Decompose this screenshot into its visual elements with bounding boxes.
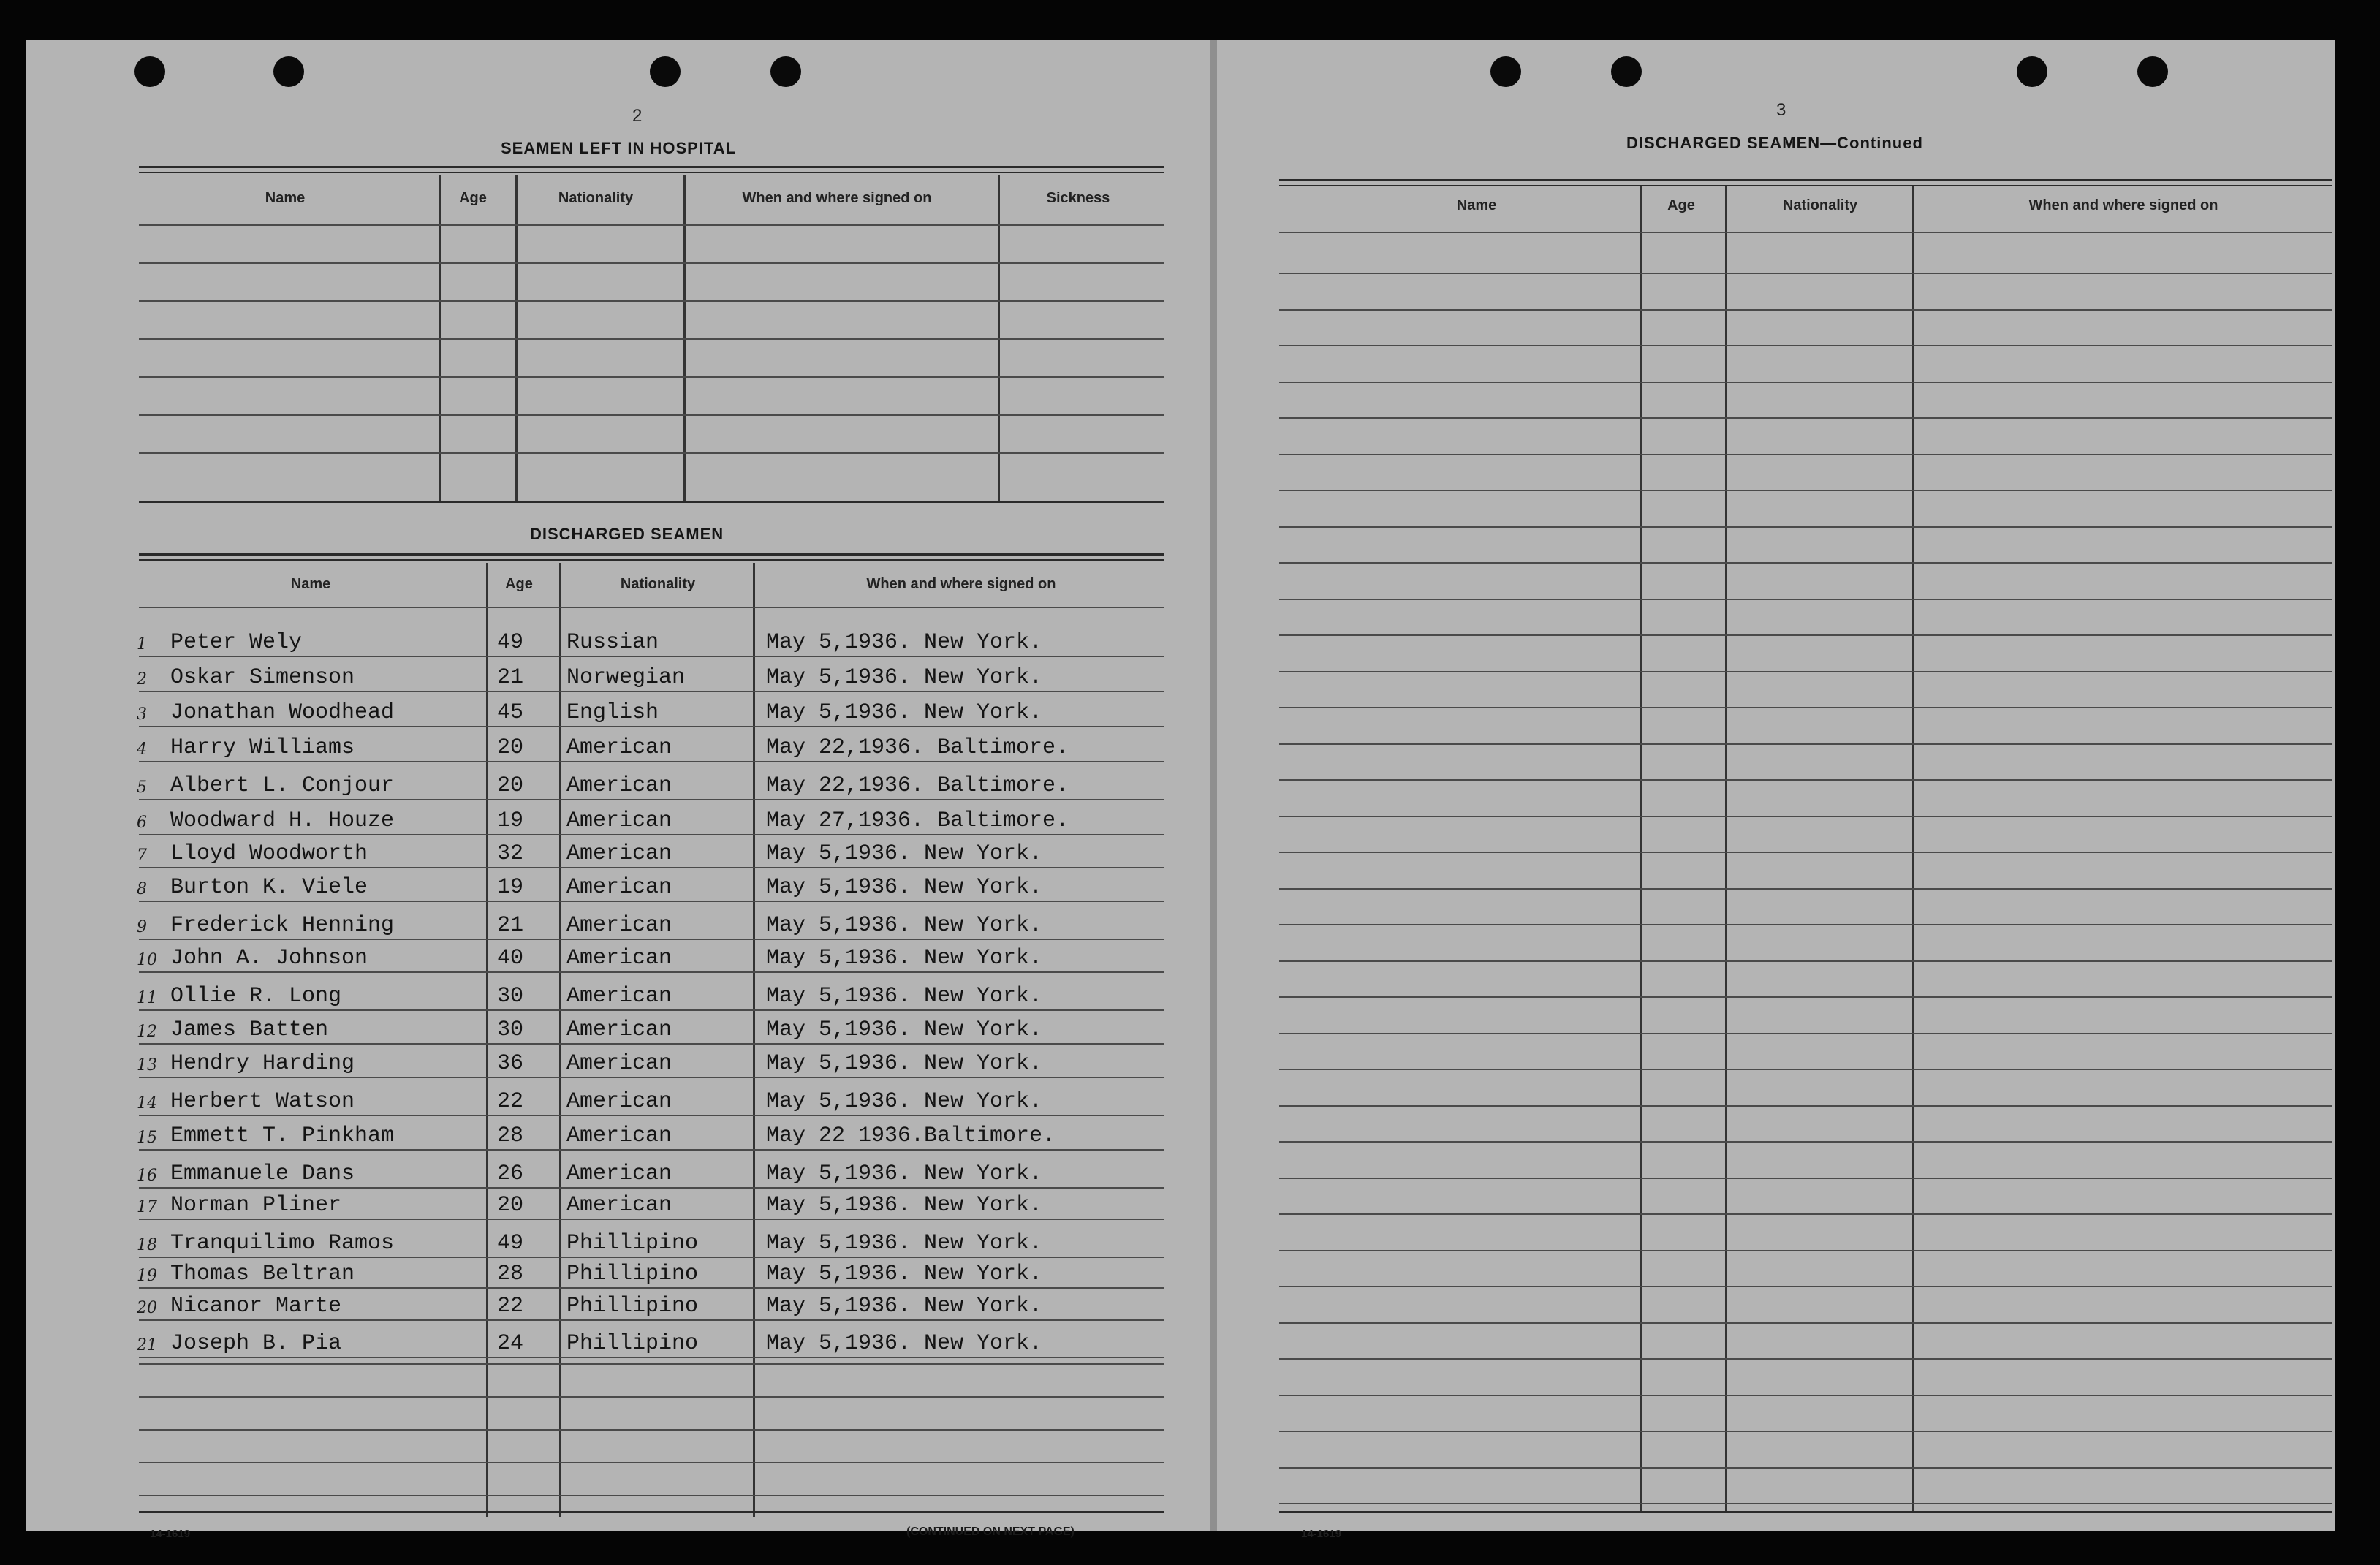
continued-bottom-rule	[1279, 1511, 2332, 1513]
punch-hole	[2017, 56, 2047, 87]
row-line	[139, 1115, 1164, 1116]
crew-age: 22	[497, 1089, 524, 1114]
punch-hole	[273, 56, 304, 87]
crew-name: Herbert Watson	[170, 1089, 355, 1114]
crew-name: Ollie R. Long	[170, 984, 342, 1009]
crew-age: 24	[497, 1331, 524, 1356]
continued-row-line	[1279, 1431, 2332, 1432]
discharged-col-header: When and where signed on	[866, 576, 1056, 592]
hospital-col-header: Sickness	[1046, 190, 1110, 206]
crew-signed-on: May 5,1936. New York.	[766, 875, 1043, 900]
crew-name: Oskar Simenson	[170, 665, 355, 690]
continued-row-line	[1279, 490, 2332, 491]
continued-row-line	[1279, 562, 2332, 564]
hospital-row-line	[139, 376, 1164, 378]
hospital-row-line	[139, 300, 1164, 302]
discharged-col-divider	[486, 563, 488, 1517]
continued-note: (CONTINUED ON NEXT PAGE)	[906, 1526, 1075, 1538]
row-number: 11	[137, 989, 157, 1007]
crew-age: 49	[497, 630, 524, 655]
crew-age: 19	[497, 808, 524, 833]
discharged-col-header: Nationality	[620, 576, 696, 592]
continued-row-line	[1279, 1213, 2332, 1215]
row-number: 12	[137, 1023, 157, 1041]
continued-row-line	[1279, 779, 2332, 781]
crew-signed-on: May 5,1936. New York.	[766, 1262, 1043, 1287]
continued-row-line	[1279, 888, 2332, 890]
crew-nationality: American	[566, 984, 672, 1009]
continued-row-line	[1279, 309, 2332, 311]
row-number: 16	[137, 1167, 157, 1185]
discharged-col-header: Name	[290, 576, 331, 592]
row-number: 3	[137, 705, 147, 724]
continued-row-line	[1279, 634, 2332, 636]
crew-age: 36	[497, 1051, 524, 1076]
punch-hole	[1490, 56, 1521, 87]
row-number: 9	[137, 918, 147, 936]
hospital-row-line	[139, 262, 1164, 264]
discharged-col-divider	[559, 563, 561, 1517]
continued-row-line	[1279, 960, 2332, 962]
continued-row-line	[1279, 1358, 2332, 1360]
crew-nationality: American	[566, 808, 672, 833]
crew-name: Emmanuele Dans	[170, 1162, 355, 1186]
continued-col-divider	[1912, 186, 1914, 1513]
crew-age: 28	[497, 1123, 524, 1148]
continued-row-line	[1279, 1069, 2332, 1070]
hospital-row-line	[139, 224, 1164, 226]
continued-row-line	[1279, 1503, 2332, 1504]
crew-signed-on: May 5,1936. New York.	[766, 1231, 1043, 1256]
continued-col-header: Age	[1667, 197, 1695, 213]
crew-signed-on: May 5,1936. New York.	[766, 913, 1043, 938]
page-number: 2	[632, 106, 643, 126]
continued-row-line	[1279, 671, 2332, 672]
crew-signed-on: May 22 1936.Baltimore.	[766, 1123, 1056, 1148]
crew-signed-on: May 22,1936. Baltimore.	[766, 735, 1069, 760]
crew-age: 32	[497, 841, 524, 866]
crew-signed-on: May 5,1936. New York.	[766, 1018, 1043, 1042]
crew-nationality: American	[566, 1051, 672, 1076]
row-line	[139, 971, 1164, 973]
row-line	[139, 656, 1164, 657]
row-line	[139, 1187, 1164, 1189]
crew-name: Norman Pliner	[170, 1193, 342, 1218]
crew-age: 26	[497, 1162, 524, 1186]
discharged-top-rule-2	[139, 559, 1164, 561]
crew-nationality: Norwegian	[566, 665, 686, 690]
crew-name: Burton K. Viele	[170, 875, 368, 900]
crew-name: Tranquilimo Ramos	[170, 1231, 395, 1256]
crew-signed-on: May 5,1936. New York.	[766, 841, 1043, 866]
discharged-header-line	[139, 607, 1164, 608]
crew-nationality: American	[566, 1193, 672, 1218]
crew-age: 20	[497, 735, 524, 760]
row-line	[139, 1357, 1164, 1358]
crew-signed-on: May 5,1936. New York.	[766, 984, 1043, 1009]
continued-row-line	[1279, 1178, 2332, 1179]
row-line	[139, 1043, 1164, 1045]
crew-signed-on: May 5,1936. New York.	[766, 1089, 1043, 1114]
hospital-top-rule	[139, 166, 1164, 168]
crew-age: 19	[497, 875, 524, 900]
continued-row-line	[1279, 816, 2332, 817]
punch-hole	[2137, 56, 2168, 87]
continued-section-title: DISCHARGED SEAMEN—Continued	[1626, 134, 1923, 152]
continued-row-line	[1279, 1322, 2332, 1324]
row-line	[139, 867, 1164, 868]
row-line	[139, 799, 1164, 800]
crew-nationality: Russian	[566, 630, 659, 655]
blank-row-line	[139, 1429, 1164, 1431]
continued-row-line	[1279, 1467, 2332, 1469]
continued-col-header: Name	[1456, 197, 1497, 213]
crew-signed-on: May 27,1936. Baltimore.	[766, 808, 1069, 833]
crew-age: 22	[497, 1294, 524, 1319]
left-page	[26, 40, 1213, 1540]
hospital-col-header: Age	[459, 190, 487, 206]
row-line	[139, 1149, 1164, 1151]
crew-nationality: Phillipino	[566, 1231, 699, 1256]
hospital-row-line	[139, 452, 1164, 454]
row-number: 18	[137, 1236, 157, 1254]
crew-name: Peter Wely	[170, 630, 303, 655]
continued-row-line	[1279, 924, 2332, 925]
crew-signed-on: May 5,1936. New York.	[766, 946, 1043, 971]
discharged-bottom-rule	[139, 1511, 1164, 1513]
row-line	[139, 1009, 1164, 1011]
discharged-col-divider	[753, 563, 755, 1517]
continued-col-header: Nationality	[1782, 197, 1858, 213]
hospital-section-title: SEAMEN LEFT IN HOSPITAL	[501, 139, 737, 157]
row-number: 19	[137, 1267, 157, 1285]
crew-name: Woodward H. Houze	[170, 808, 395, 833]
row-number: 2	[137, 670, 147, 689]
row-number: 7	[137, 846, 147, 865]
continued-row-line	[1279, 707, 2332, 708]
hospital-bottom-rule	[139, 501, 1164, 503]
row-number: 13	[137, 1056, 157, 1075]
continued-header-line	[1279, 232, 2332, 233]
crew-age: 21	[497, 913, 524, 938]
blank-row-line	[139, 1495, 1164, 1496]
crew-nationality: American	[566, 946, 672, 971]
right-page	[1213, 40, 2335, 1540]
row-line	[139, 1319, 1164, 1321]
crew-nationality: American	[566, 1123, 672, 1148]
crew-age: 28	[497, 1262, 524, 1287]
crew-signed-on: May 5,1936. New York.	[766, 700, 1043, 725]
continued-row-line	[1279, 454, 2332, 455]
continued-row-line	[1279, 996, 2332, 998]
row-line	[139, 761, 1164, 762]
crew-name: Nicanor Marte	[170, 1294, 342, 1319]
crew-signed-on: May 5,1936. New York.	[766, 630, 1043, 655]
discharged-col-header: Age	[505, 576, 533, 592]
continued-col-header: When and where signed on	[2028, 197, 2218, 213]
crew-signed-on: May 22,1936. Baltimore.	[766, 773, 1069, 798]
continued-row-line	[1279, 526, 2332, 528]
crew-age: 21	[497, 665, 524, 690]
continued-row-line	[1279, 1105, 2332, 1107]
crew-name: Albert L. Conjour	[170, 773, 395, 798]
hospital-col-header: When and where signed on	[742, 190, 932, 206]
hospital-row-line	[139, 338, 1164, 340]
row-line	[139, 1257, 1164, 1258]
crew-age: 49	[497, 1231, 524, 1256]
punch-hole	[134, 56, 165, 87]
crew-nationality: American	[566, 841, 672, 866]
row-number: 17	[137, 1198, 157, 1216]
continued-row-line	[1279, 1141, 2332, 1143]
crew-nationality: American	[566, 735, 672, 760]
continued-row-line	[1279, 345, 2332, 346]
continued-row-line	[1279, 743, 2332, 745]
row-number: 21	[137, 1336, 157, 1354]
row-line	[139, 691, 1164, 692]
row-line	[139, 1219, 1164, 1220]
row-number: 10	[137, 951, 157, 969]
crew-nationality: Phillipino	[566, 1331, 699, 1356]
crew-age: 30	[497, 984, 524, 1009]
row-number: 5	[137, 778, 147, 797]
crew-name: John A. Johnson	[170, 946, 368, 971]
form-number: 14-1619	[1301, 1528, 1342, 1540]
crew-name: Emmett T. Pinkham	[170, 1123, 395, 1148]
punch-hole	[1611, 56, 1642, 87]
crew-nationality: English	[566, 700, 659, 725]
crew-nationality: American	[566, 773, 672, 798]
row-number: 1	[137, 635, 147, 653]
crew-name: Harry Williams	[170, 735, 355, 760]
row-line	[139, 834, 1164, 835]
blank-row-line	[139, 1462, 1164, 1463]
continued-col-divider	[1725, 186, 1727, 1513]
crew-signed-on: May 5,1936. New York.	[766, 1193, 1043, 1218]
crew-name: Thomas Beltran	[170, 1262, 355, 1287]
hospital-row-line	[139, 414, 1164, 416]
crew-name: James Batten	[170, 1018, 329, 1042]
blank-row-line	[139, 1363, 1164, 1365]
crew-nationality: American	[566, 1018, 672, 1042]
crew-signed-on: May 5,1936. New York.	[766, 1051, 1043, 1076]
hospital-col-header: Nationality	[558, 190, 634, 206]
continued-row-line	[1279, 599, 2332, 600]
punch-hole	[650, 56, 681, 87]
continued-row-line	[1279, 417, 2332, 419]
row-number: 8	[137, 880, 147, 898]
page-number: 3	[1776, 100, 1786, 120]
row-line	[139, 726, 1164, 727]
hospital-col-header: Name	[265, 190, 306, 206]
continued-row-line	[1279, 852, 2332, 853]
punch-hole	[770, 56, 801, 87]
crew-name: Frederick Henning	[170, 913, 395, 938]
crew-signed-on: May 5,1936. New York.	[766, 1162, 1043, 1186]
row-number: 6	[137, 814, 147, 832]
crew-nationality: Phillipino	[566, 1294, 699, 1319]
continued-row-line	[1279, 1395, 2332, 1396]
crew-name: Lloyd Woodworth	[170, 841, 368, 866]
continued-top-rule	[1279, 179, 2332, 181]
crew-age: 20	[497, 773, 524, 798]
crew-nationality: Phillipino	[566, 1262, 699, 1287]
crew-age: 30	[497, 1018, 524, 1042]
crew-age: 45	[497, 700, 524, 725]
row-line	[139, 1077, 1164, 1078]
blank-row-line	[139, 1396, 1164, 1398]
form-number: 14-1619	[150, 1528, 191, 1540]
continued-col-divider	[1640, 186, 1642, 1513]
continued-top-rule-2	[1279, 185, 2332, 186]
crew-nationality: American	[566, 875, 672, 900]
crew-nationality: American	[566, 1162, 672, 1186]
crew-signed-on: May 5,1936. New York.	[766, 1331, 1043, 1356]
row-line	[139, 939, 1164, 940]
crew-age: 40	[497, 946, 524, 971]
crew-nationality: American	[566, 1089, 672, 1114]
document-sheet	[26, 40, 2335, 1540]
row-line	[139, 901, 1164, 902]
discharged-top-rule	[139, 553, 1164, 556]
row-number: 20	[137, 1299, 157, 1317]
row-number: 15	[137, 1129, 157, 1147]
crew-nationality: American	[566, 913, 672, 938]
crew-age: 20	[497, 1193, 524, 1218]
crew-name: Hendry Harding	[170, 1051, 355, 1076]
crew-signed-on: May 5,1936. New York.	[766, 1294, 1043, 1319]
crew-signed-on: May 5,1936. New York.	[766, 665, 1043, 690]
discharged-section-title: DISCHARGED SEAMEN	[530, 525, 724, 543]
continued-row-line	[1279, 1286, 2332, 1287]
row-number: 4	[137, 740, 147, 759]
row-number: 14	[137, 1094, 157, 1113]
continued-row-line	[1279, 1033, 2332, 1034]
continued-row-line	[1279, 1250, 2332, 1251]
continued-row-line	[1279, 273, 2332, 274]
hospital-top-rule-2	[139, 172, 1164, 173]
crew-name: Joseph B. Pia	[170, 1331, 342, 1356]
continued-row-line	[1279, 382, 2332, 383]
crew-name: Jonathan Woodhead	[170, 700, 395, 725]
row-line	[139, 1287, 1164, 1289]
